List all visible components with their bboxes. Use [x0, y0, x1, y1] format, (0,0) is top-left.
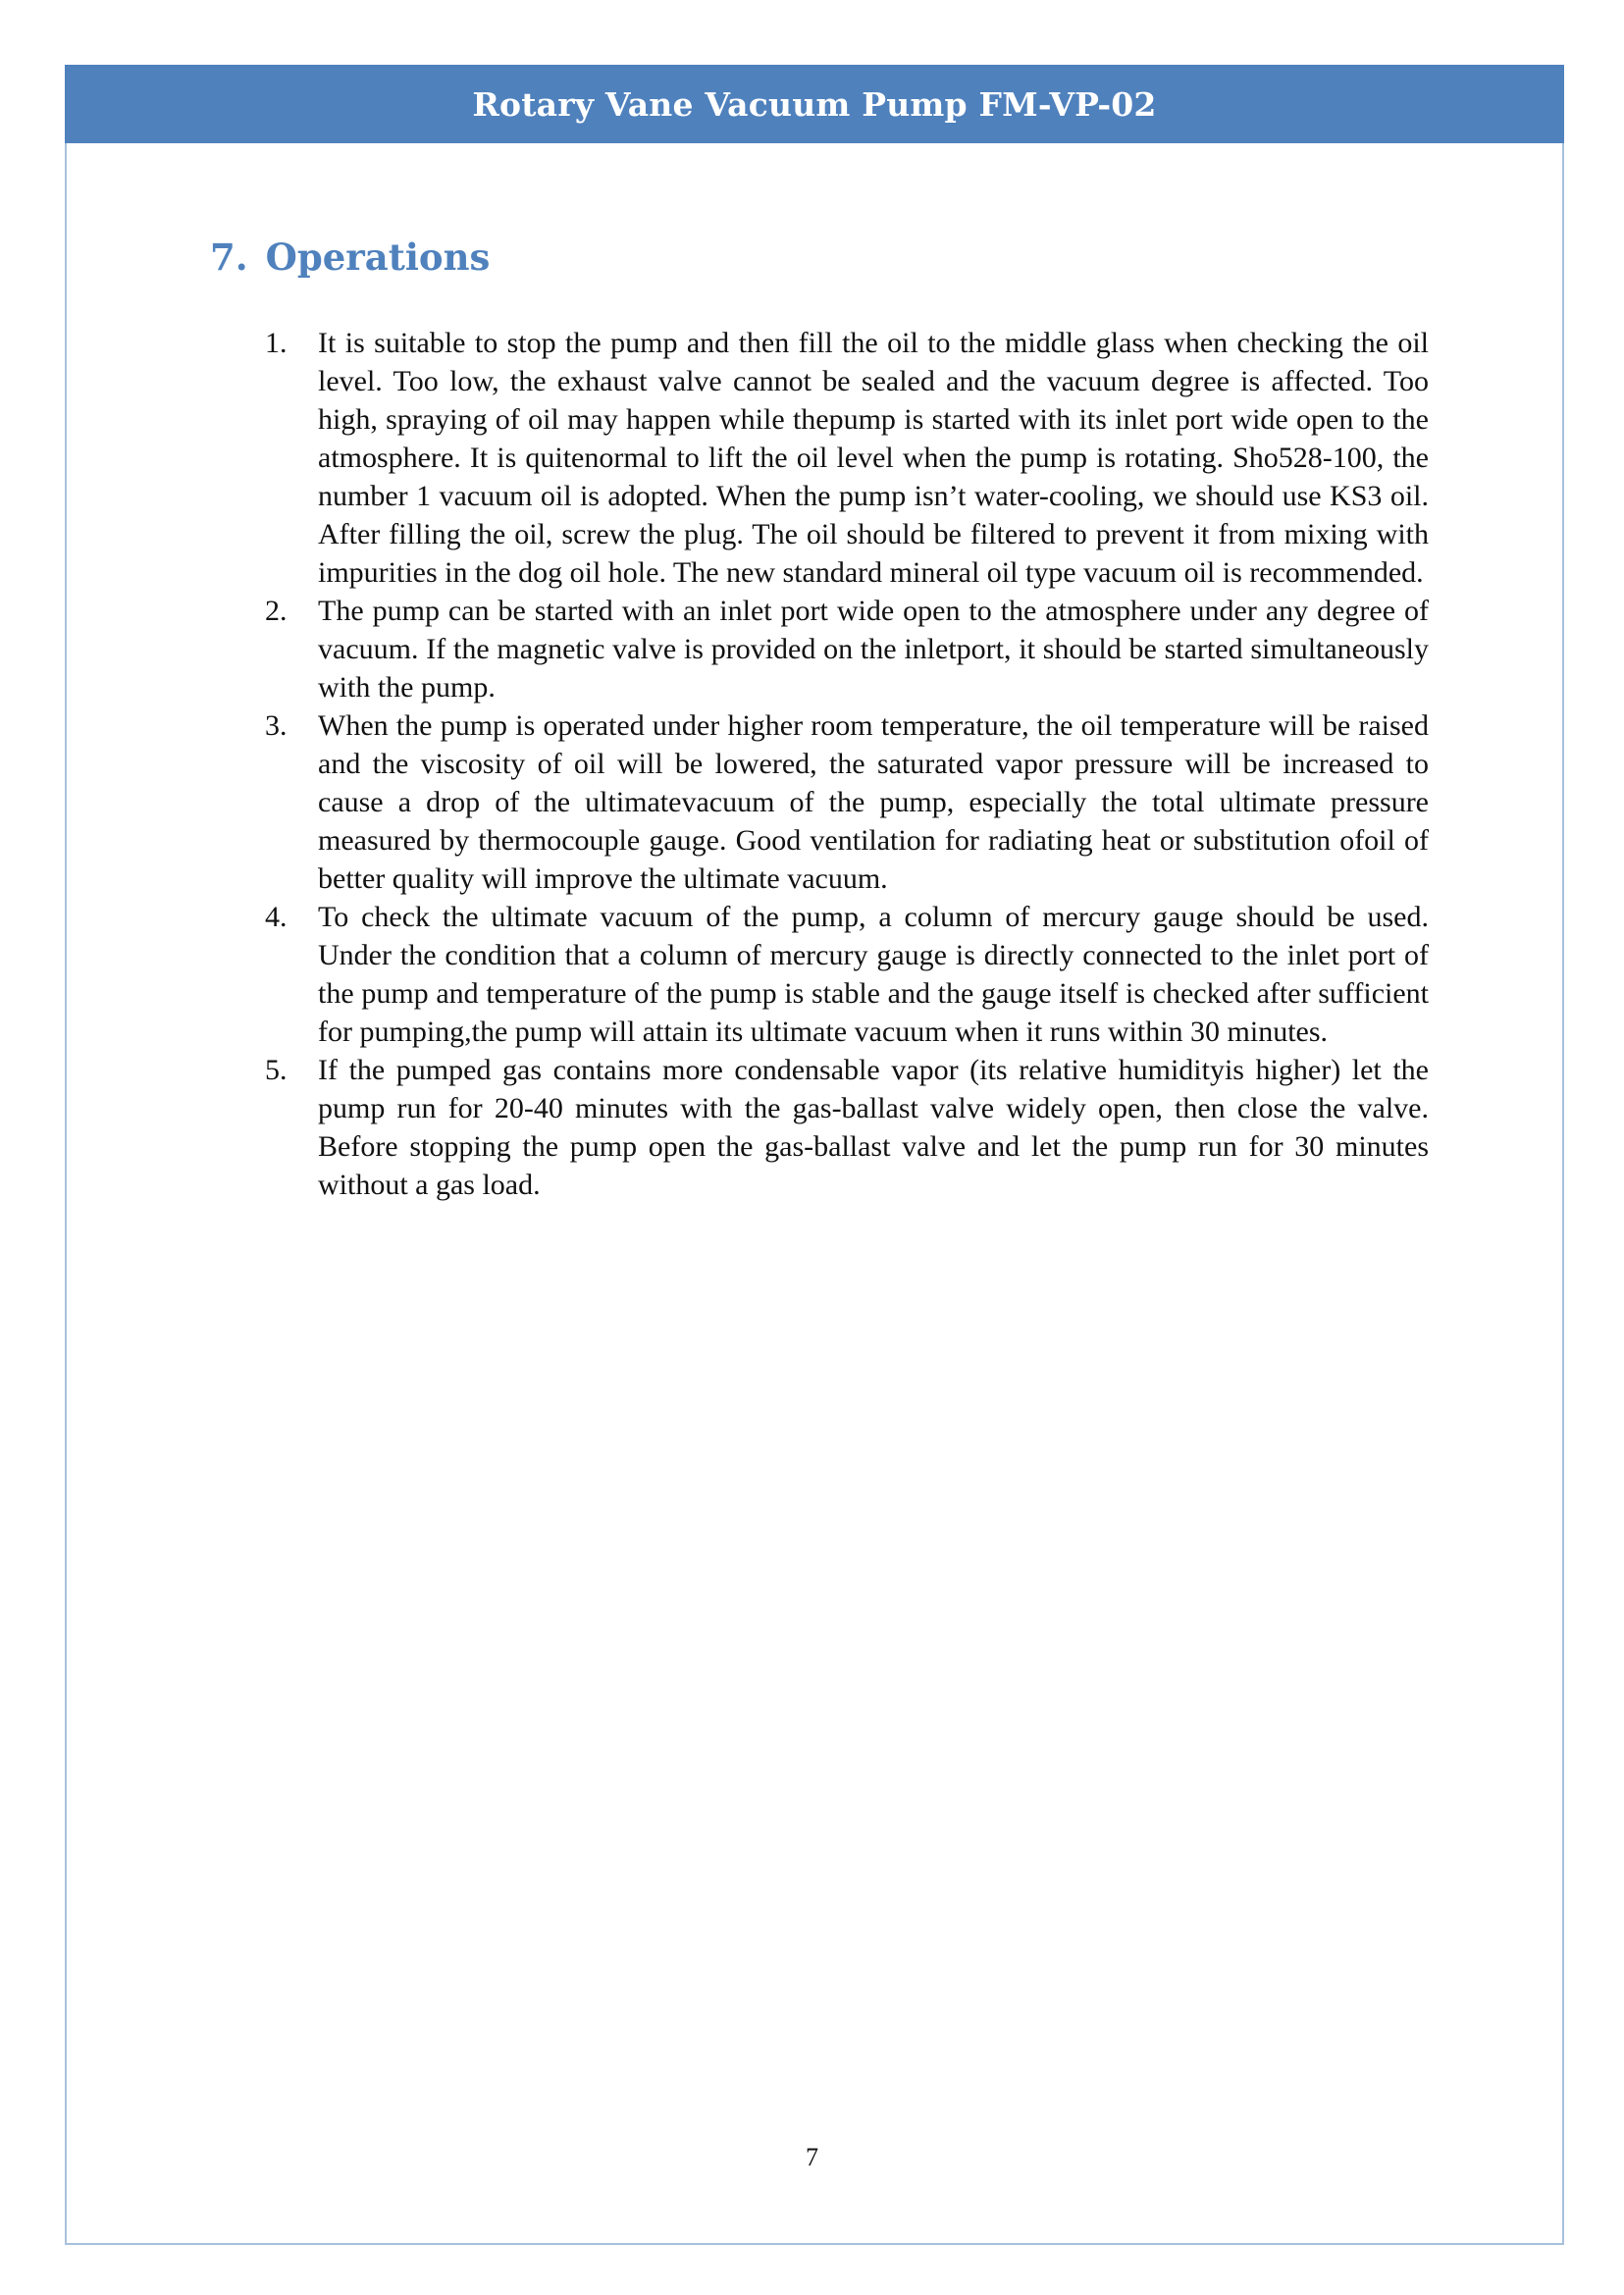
list-item-number: 1.	[265, 327, 288, 359]
list-item-text: If the pumped gas contains more condensable vapor (its relative humidityis higher) let the pump run for 20-40 minutes with the gas-ballast valve widely open, then close the valve. Before stopping the pump open the gas-ballast valve and let the pump run for 30 minutes without a gas load.	[318, 1054, 1429, 1201]
list-item	[265, 592, 1429, 706]
section-heading	[210, 235, 490, 279]
list-item	[265, 706, 1429, 898]
list-item-text: The pump can be started with an inlet port wide open to the atmosphere under any degree of vacuum. If the magnetic valve is provided on the inletport, it should be started simultaneously with the pump.	[318, 595, 1429, 704]
header-bar	[65, 65, 1564, 143]
list-item	[265, 324, 1429, 592]
operations-list	[265, 324, 1429, 1204]
document-title: Rotary Vane Vacuum Pump FM-VP-02	[472, 84, 1157, 124]
list-item-text: To check the ultimate vacuum of the pump, a column of mercury gauge should be used. Under the condition that a column of mercury gauge is directly connected to the inlet port of the pump and temperature of the pump is stable and the gauge itself is checked after sufficient for pumping,the pump will attain its ultimate vacuum when it runs within 30 minutes.	[318, 901, 1429, 1048]
list-item-number: 4.	[265, 901, 288, 933]
section-number: 7.	[210, 235, 248, 279]
page-number: 7	[806, 2143, 818, 2171]
list-item-text: When the pump is operated under higher room temperature, the oil temperature will be raised and the viscosity of oil will be lowered, the saturated vapor pressure will be increased to cause a drop of the ultimatevacuum of the pump, especially the total ultimate pressure measured by thermocouple gauge. Good ventilation for radiating heat or substitution ofoil of better quality will improve the ultimate vacuum.	[318, 709, 1429, 895]
list-item	[265, 898, 1429, 1051]
list-item	[265, 1051, 1429, 1204]
list-item-text: It is suitable to stop the pump and then fill the oil to the middle glass when checking the oil level. Too low, the exhaust valve cannot be sealed and the vacuum degree is affected. Too high, spraying of oil may happen while thepump is started with its inlet port wide open to the atmosphere. It is quitenormal to lift the oil level when the pump is rotating. Sho528-100, the number 1 vacuum oil is adopted. When the pump isn’t water-cooling, we should use KS3 oil. After filling the oil, screw the plug. The oil should be filtered to prevent it from mixing with impurities in the dog oil hole. The new standard mineral oil type vacuum oil is recommended.	[318, 327, 1429, 589]
section-title: Operations	[265, 235, 491, 279]
list-item-number: 5.	[265, 1054, 288, 1086]
list-item-number: 2.	[265, 595, 288, 627]
list-item-number: 3.	[265, 709, 288, 742]
